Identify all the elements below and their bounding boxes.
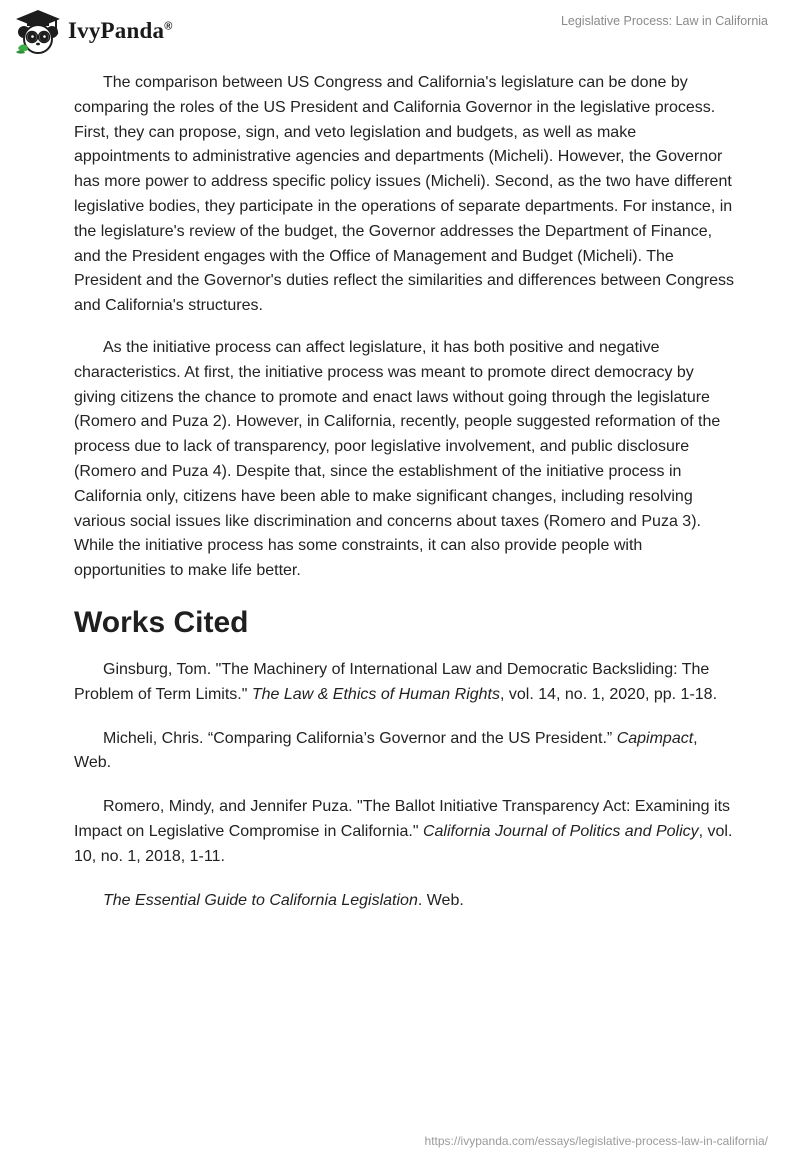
citation-text: Romero, Mindy, and Jennifer Puza. "The Ballot Initiative Transparency Act: Examining its Impact on Legislative Compromise in California." <box>74 798 731 840</box>
body-paragraph-1: The comparison between US Congress and California's legislature can be done by comparing the roles of the US President and California Governor in the legislative process. First, they can propose, sign, and veto legislation and budgets, as well as make appointments to administrative agencies and departments (Micheli). However, the Governor has more power to address specific policy issues (Micheli). Second, as the two have different legislative bodies, they participate in the operations of separate departments. For instance, in the legislature's review of the budget, the Governor addresses the Department of Finance, and the President engages with the Office of Management and Budget (Micheli). The President and the Governor's duties reflect the similarities and differences between Congress and California's structures. <box>74 74 734 315</box>
brand-logo[interactable] <box>14 8 173 54</box>
brand-name: IvyPanda® <box>68 18 173 43</box>
citation-source-title: California Journal of Politics and Policy <box>422 822 699 840</box>
body-paragraph-2: As the initiative process can affect legislature, it has both positive and negative characteristics. At first, the initiative process was meant to promote direct democracy by giving citizens the chance to promote and enact laws without going through the legislature (Romero and Puza 2). However, in California, recently, people suggested reformation of the process due to lack of transparency, poor legislative involvement, and public disclosure (Romero and Puza 4). Despite that, since the establishment of the initiative process in California only, citizens have been able to make significant changes, including resolving various social issues like discrimination and concerns about taxes (Romero and Puza 3). While the initiative process has some constraints, it can also provide people with opportunities to make life better. <box>74 338 721 580</box>
works-cited-heading: Works Cited <box>74 605 249 639</box>
source-url[interactable]: https://ivypanda.com/essays/legislative-process-law-in-california/ <box>424 1134 768 1148</box>
works-cited-list <box>74 658 734 913</box>
citation-source-title: Capimpact <box>616 729 694 747</box>
essay-content <box>74 71 734 932</box>
page-header <box>0 0 800 64</box>
citation-text: Micheli, Chris. “Comparing California’s Governor and the US President.” <box>103 729 617 747</box>
citation-details: . Web. <box>417 891 464 909</box>
citation-entry <box>74 727 734 777</box>
citation-details: , vol. 10, no. 1, 2018, 1-11. <box>74 822 733 865</box>
citation-text: Ginsburg, Tom. "The Machinery of International Law and Democratic Backsliding: The Problem of Term Limits." <box>74 660 710 703</box>
registered-mark: ® <box>164 20 173 33</box>
panda-mascot-icon <box>14 8 62 54</box>
page-title: Legislative Process: Law in California <box>560 14 768 28</box>
citation-entry <box>74 889 734 914</box>
citation-entry <box>74 795 734 869</box>
citation-source-title: The Law & Ethics of Human Rights <box>251 685 500 703</box>
citation-source-title: The Essential Guide to California Legislation <box>103 891 418 909</box>
citation-details: , vol. 14, no. 1, 2020, pp. 1-18. <box>499 685 718 703</box>
citation-details: , Web. <box>74 729 698 772</box>
citation-entry <box>74 658 734 708</box>
